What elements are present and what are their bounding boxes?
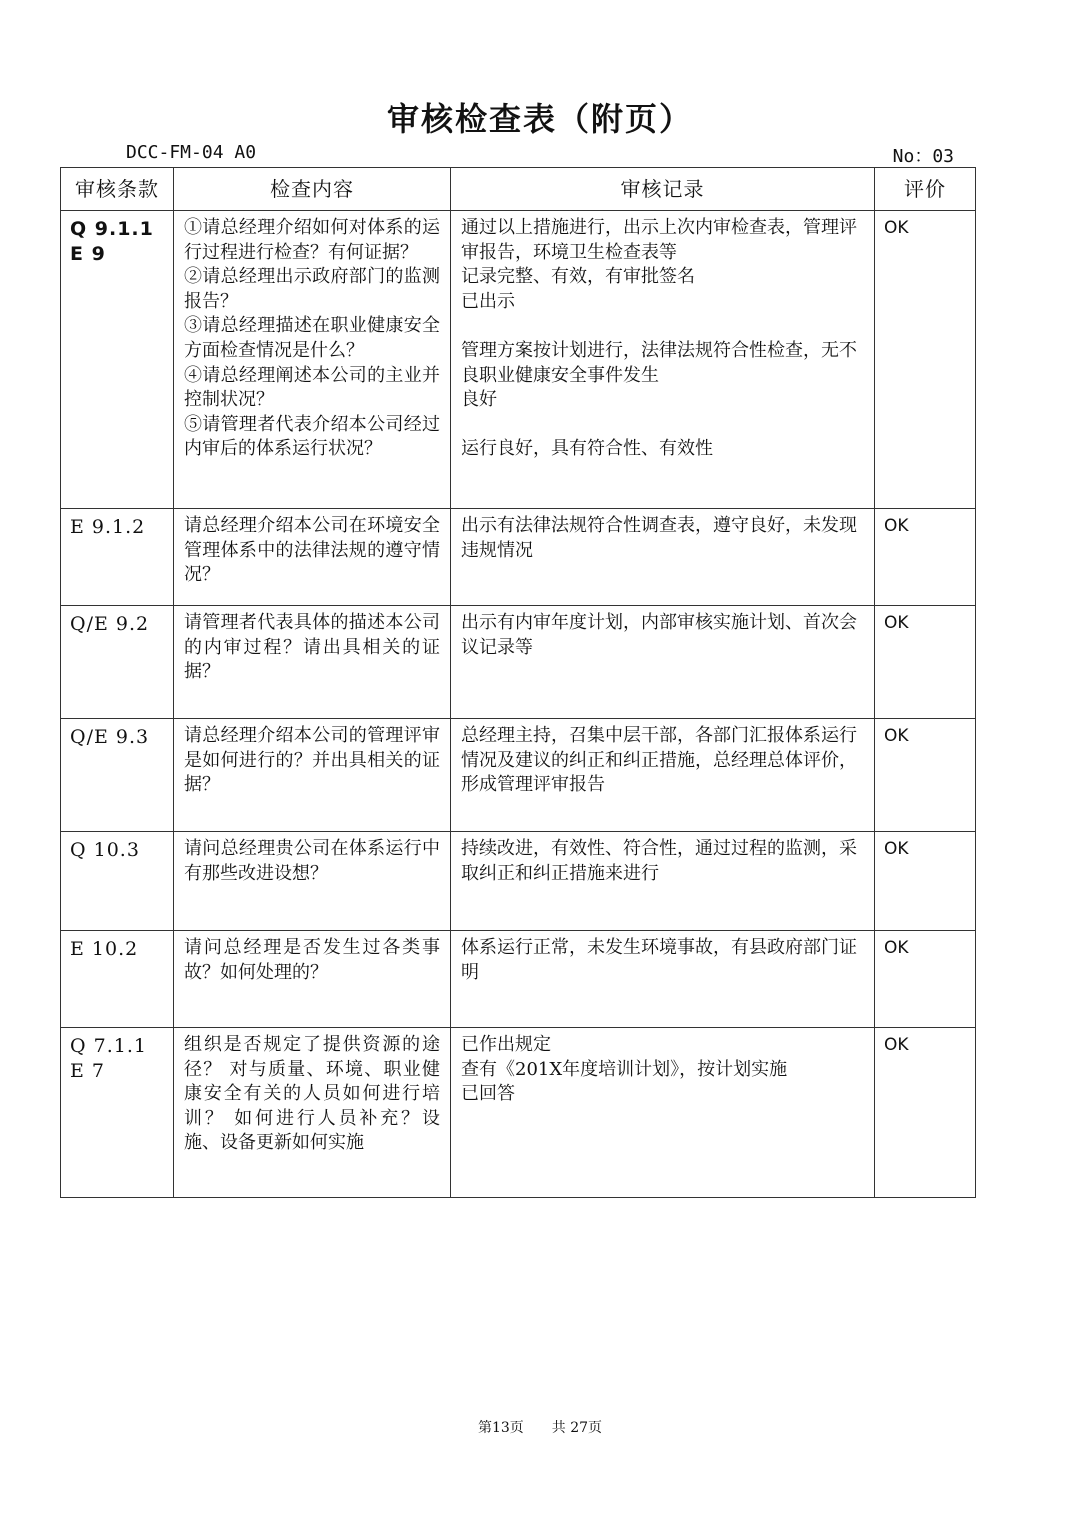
check-content-item: 请管理者代表具体的描述本公司的内审过程？请出具相关的证据？: [184, 612, 440, 683]
check-content-cell: [174, 832, 451, 931]
clause-cell: E 10.2: [61, 931, 174, 1028]
column-header-audit-record: 审核记录: [451, 168, 875, 211]
check-content-item: ⑤请管理者代表介绍本公司经过内审后的体系运行状况？: [184, 413, 440, 460]
audit-record-item: 通过以上措施进行，出示上次内审检查表，管理评审报告，环境卫生检查表等: [461, 217, 857, 263]
table-header-row: [61, 168, 976, 211]
table-row: [61, 719, 976, 832]
audit-record-item: 体系运行正常，未发生环境事故，有县政府部门证明: [461, 937, 857, 983]
check-content-item: ①请总经理介绍如何对体系的运行过程进行检查？有何证据？: [184, 217, 440, 263]
audit-record-cell: [451, 832, 875, 931]
audit-record-cell: [451, 509, 875, 606]
check-content-cell: [174, 509, 451, 606]
check-content-item: ③请总经理描述在职业健康安全方面检查情况是什么？: [184, 315, 440, 361]
check-content-item: 请问总经理贵公司在体系运行中有那些改进设想？: [184, 838, 440, 884]
evaluation-cell: OK: [875, 509, 976, 606]
column-header-clause: 审核条款: [61, 168, 174, 211]
evaluation-cell: OK: [875, 931, 976, 1028]
check-content-item: 请总经理介绍本公司在环境安全管理体系中的法律法规的遵守情况？: [184, 515, 440, 586]
table-row: [61, 509, 976, 606]
table-row: [61, 931, 976, 1028]
evaluation-cell: OK: [875, 832, 976, 931]
audit-record-item: 已作出规定: [461, 1034, 551, 1055]
clause-cell: Q 9.1.1 E 9: [61, 211, 174, 509]
audit-record-cell: [451, 606, 875, 719]
audit-record-item: 总经理主持，召集中层干部，各部门汇报体系运行情况及建议的纠正和纠正措施，总经理总体评价，形成管理评审报告: [461, 725, 857, 796]
audit-record-item: 管理方案按计划进行，法律法规符合性检查，无不良职业健康安全事件发生: [461, 339, 857, 386]
check-content-cell: [174, 606, 451, 719]
clause-cell: Q 10.3: [61, 832, 174, 931]
audit-record-item: 已回答: [461, 1083, 515, 1105]
audit-record-item: 已出示: [461, 290, 515, 312]
audit-record-cell: [451, 719, 875, 832]
check-content-cell: [174, 931, 451, 1028]
evaluation-cell: OK: [875, 1028, 976, 1198]
evaluation-cell: OK: [875, 606, 976, 719]
audit-record-cell: [451, 931, 875, 1028]
check-content-item: 请总经理介绍本公司的管理评审是如何进行的？并出具相关的证据？: [184, 725, 440, 796]
audit-record-item: 运行良好，具有符合性、有效性: [461, 438, 713, 460]
check-content-item: ②请总经理出示政府部门的监测报告？: [184, 266, 440, 312]
audit-record-item: 记录完整、有效，有审批签名: [461, 266, 695, 288]
page-total: 共 27页: [551, 1420, 603, 1436]
check-content-cell: [174, 211, 451, 509]
page-number: 第13页: [477, 1420, 524, 1436]
check-content-item: ④请总经理阐述本公司的主业并控制状况？: [184, 364, 440, 411]
document-number: No：03: [892, 146, 954, 167]
evaluation-cell: OK: [875, 719, 976, 832]
table-row: [61, 606, 976, 719]
table-row: [61, 832, 976, 931]
audit-record-item: 出示有内审年度计划，内部审核实施计划、首次会议记录等: [461, 612, 857, 658]
check-content-cell: [174, 1028, 451, 1198]
document-code: DCC-FM-04 A0: [126, 142, 257, 163]
record-spacer: [461, 413, 868, 438]
clause-cell: Q/E 9.2: [61, 606, 174, 719]
table-row: [61, 1028, 976, 1198]
check-content-item: 组织是否规定了提供资源的途径？ 对与质量、环境、职业健康安全有关的人员如何进行培训？ 如何进行人员补充？设施、设备更新如何实施: [184, 1034, 440, 1154]
page-footer: [0, 1417, 1080, 1437]
audit-record-item: 查有《201X年度培训计划》，按计划实施: [461, 1058, 788, 1080]
clause-cell: Q/E 9.3: [61, 719, 174, 832]
audit-record-cell: [451, 211, 875, 509]
check-content-cell: [174, 719, 451, 832]
audit-record-item: 良好: [461, 389, 497, 411]
page-title: 审核检查表（附页）: [386, 100, 693, 138]
table-row: [61, 211, 976, 509]
column-header-check-content: 检查内容: [174, 168, 451, 211]
audit-record-cell: [451, 1028, 875, 1198]
record-spacer: [461, 314, 868, 339]
audit-record-item: 出示有法律法规符合性调查表，遵守良好，未发现违规情况: [461, 515, 857, 561]
clause-cell: E 9.1.2: [61, 509, 174, 606]
audit-record-item: 持续改进，有效性、符合性，通过过程的监测，采取纠正和纠正措施来进行: [461, 838, 857, 884]
column-header-evaluation: 评价: [875, 168, 976, 211]
check-content-item: 请问总经理是否发生过各类事故？如何处理的？: [184, 937, 440, 983]
evaluation-cell: OK: [875, 211, 976, 509]
audit-checklist-table: [60, 167, 976, 1198]
clause-cell: Q 7.1.1 E 7: [61, 1028, 174, 1198]
